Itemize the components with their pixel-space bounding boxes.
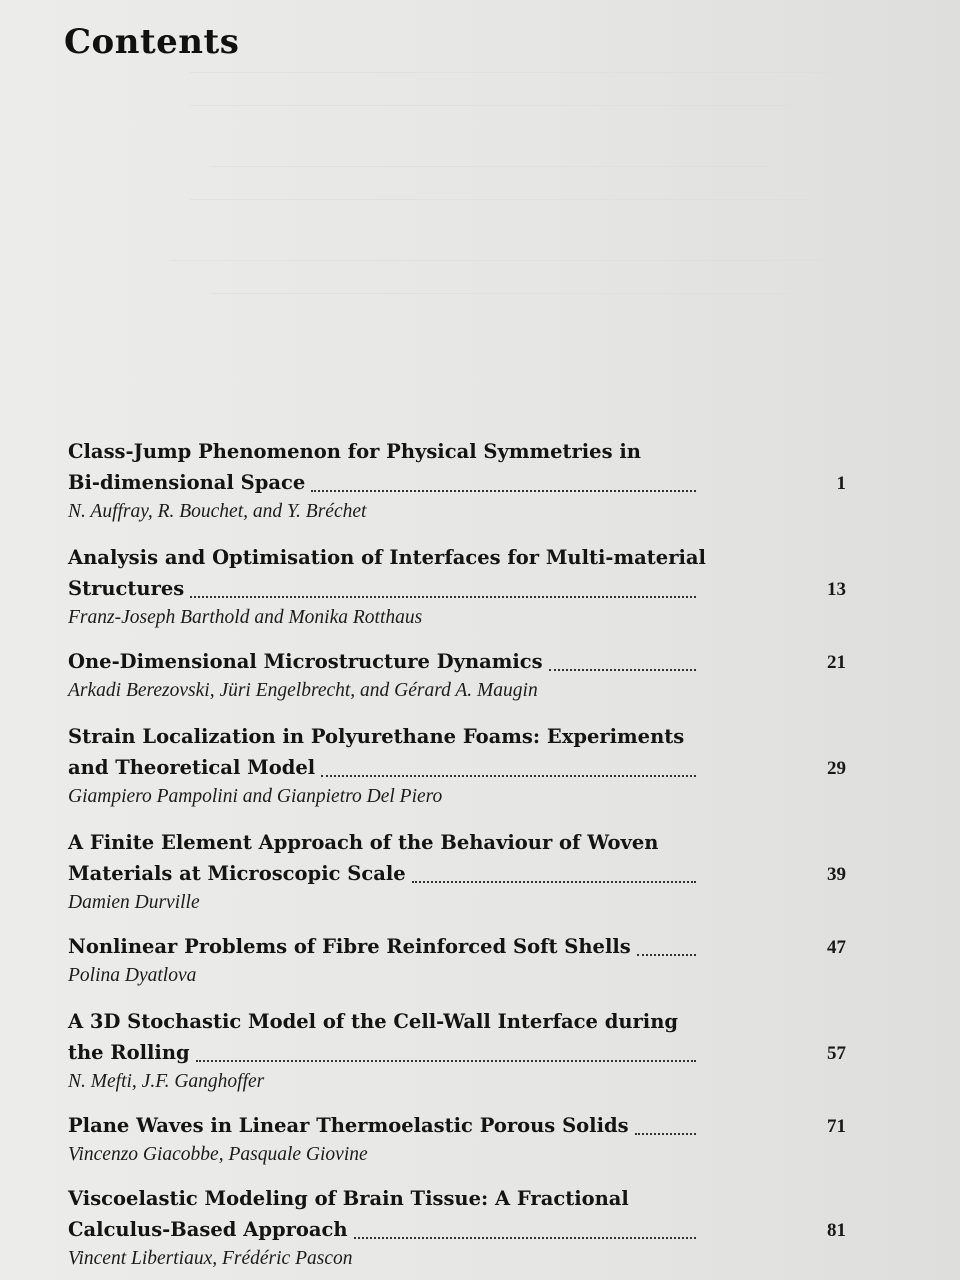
- show-through-texture: [150, 40, 850, 340]
- toc-title-line: [68, 721, 786, 752]
- toc-entry-authors: Vincenzo Giacobbe, Pasquale Giovine: [68, 1144, 368, 1165]
- toc-entry-title: [68, 1110, 846, 1141]
- toc-entry-title: [68, 436, 846, 498]
- toc-title-text: Viscoelastic Modeling of Brain Tissue: A Fractional: [68, 1187, 629, 1210]
- toc-entry[interactable]: [68, 1110, 846, 1169]
- toc-title-text: Nonlinear Problems of Fibre Reinforced Soft Shells: [68, 935, 631, 958]
- toc-entry-title: [68, 1183, 846, 1245]
- toc-entry[interactable]: [68, 1183, 846, 1273]
- toc-title-text: Calculus-Based Approach: [68, 1218, 348, 1241]
- toc-title-text: and Theoretical Model: [68, 756, 316, 779]
- page-number: 29: [827, 758, 846, 779]
- toc-title-text: One-Dimensional Microstructure Dynamics: [68, 650, 543, 673]
- page-number: 39: [827, 864, 846, 885]
- toc-entry-authors: N. Auffray, R. Bouchet, and Y. Bréchet: [68, 501, 367, 522]
- toc-title-line: [68, 1214, 846, 1245]
- toc-title-line: [68, 827, 786, 858]
- toc-title-line: [68, 542, 786, 573]
- toc-entry[interactable]: [68, 827, 846, 917]
- leader-dots: [637, 944, 696, 956]
- toc-title-text: A 3D Stochastic Model of the Cell-Wall Interface during: [68, 1010, 679, 1033]
- toc-title-line: [68, 646, 846, 677]
- toc-title-line: [68, 1110, 846, 1141]
- toc-title-line: [68, 573, 846, 604]
- leader-dots: [354, 1227, 696, 1239]
- toc-title-text: Class-Jump Phenomenon for Physical Symmetries in: [68, 440, 641, 463]
- toc-entry[interactable]: [68, 721, 846, 811]
- toc-entry-title: [68, 931, 846, 962]
- toc-entry-authors: Vincent Libertiaux, Frédéric Pascon: [68, 1248, 353, 1269]
- toc-entry-authors: Franz-Joseph Barthold and Monika Rotthaus: [68, 607, 423, 628]
- toc-title-line: [68, 467, 846, 498]
- toc-title-text: A Finite Element Approach of the Behaviour of Woven: [68, 831, 659, 854]
- leader-dots: [635, 1123, 696, 1135]
- toc-title-text: Bi-dimensional Space: [68, 471, 306, 494]
- toc-entry-authors: N. Mefti, J.F. Ganghoffer: [68, 1071, 265, 1092]
- toc-title-text: Analysis and Optimisation of Interfaces for Multi-material: [68, 546, 706, 569]
- page-number: 1: [836, 473, 846, 494]
- toc-title-line: [68, 752, 846, 783]
- toc-entry-authors: Polina Dyatlova: [68, 965, 197, 986]
- page-title: Contents: [64, 22, 240, 62]
- leader-dots: [190, 586, 696, 598]
- leader-dots: [321, 765, 696, 777]
- toc-entry-title: [68, 827, 846, 889]
- page-number: 21: [827, 652, 846, 673]
- toc-entry[interactable]: [68, 646, 846, 705]
- toc-title-text: Strain Localization in Polyurethane Foams: Experiments: [68, 725, 685, 748]
- page-number: 57: [827, 1043, 846, 1064]
- toc-title-text: Plane Waves in Linear Thermoelastic Porous Solids: [68, 1114, 629, 1137]
- leader-dots: [196, 1050, 696, 1062]
- toc-entry-authors: Giampiero Pampolini and Gianpietro Del Piero: [68, 786, 443, 807]
- page-number: 81: [827, 1220, 846, 1241]
- toc-entry-title: [68, 542, 846, 604]
- toc-entry-authors: Damien Durville: [68, 892, 200, 913]
- page-number: 71: [827, 1116, 846, 1137]
- toc-entry[interactable]: [68, 931, 846, 990]
- leader-dots: [311, 480, 696, 492]
- toc-entry-title: [68, 1006, 846, 1068]
- toc-entry[interactable]: [68, 436, 846, 526]
- toc-entry-authors: Arkadi Berezovski, Jüri Engelbrecht, and Gérard A. Maugin: [68, 680, 538, 701]
- toc-title-line: [68, 931, 846, 962]
- toc-entry[interactable]: [68, 1006, 846, 1096]
- toc-title-line: [68, 436, 786, 467]
- leader-dots: [412, 871, 696, 883]
- toc-entry-title: [68, 646, 846, 677]
- toc-title-line: [68, 1006, 786, 1037]
- page-number: 47: [827, 937, 846, 958]
- toc-title-line: [68, 858, 846, 889]
- toc-entry[interactable]: [68, 542, 846, 632]
- page-number: 13: [827, 579, 846, 600]
- contents-list: [68, 436, 846, 1273]
- toc-entry-title: [68, 721, 846, 783]
- toc-title-line: [68, 1037, 846, 1068]
- toc-title-text: Structures: [68, 577, 185, 600]
- toc-title-line: [68, 1183, 786, 1214]
- toc-title-text: the Rolling: [68, 1041, 190, 1064]
- toc-title-text: Materials at Microscopic Scale: [68, 862, 406, 885]
- leader-dots: [549, 659, 696, 671]
